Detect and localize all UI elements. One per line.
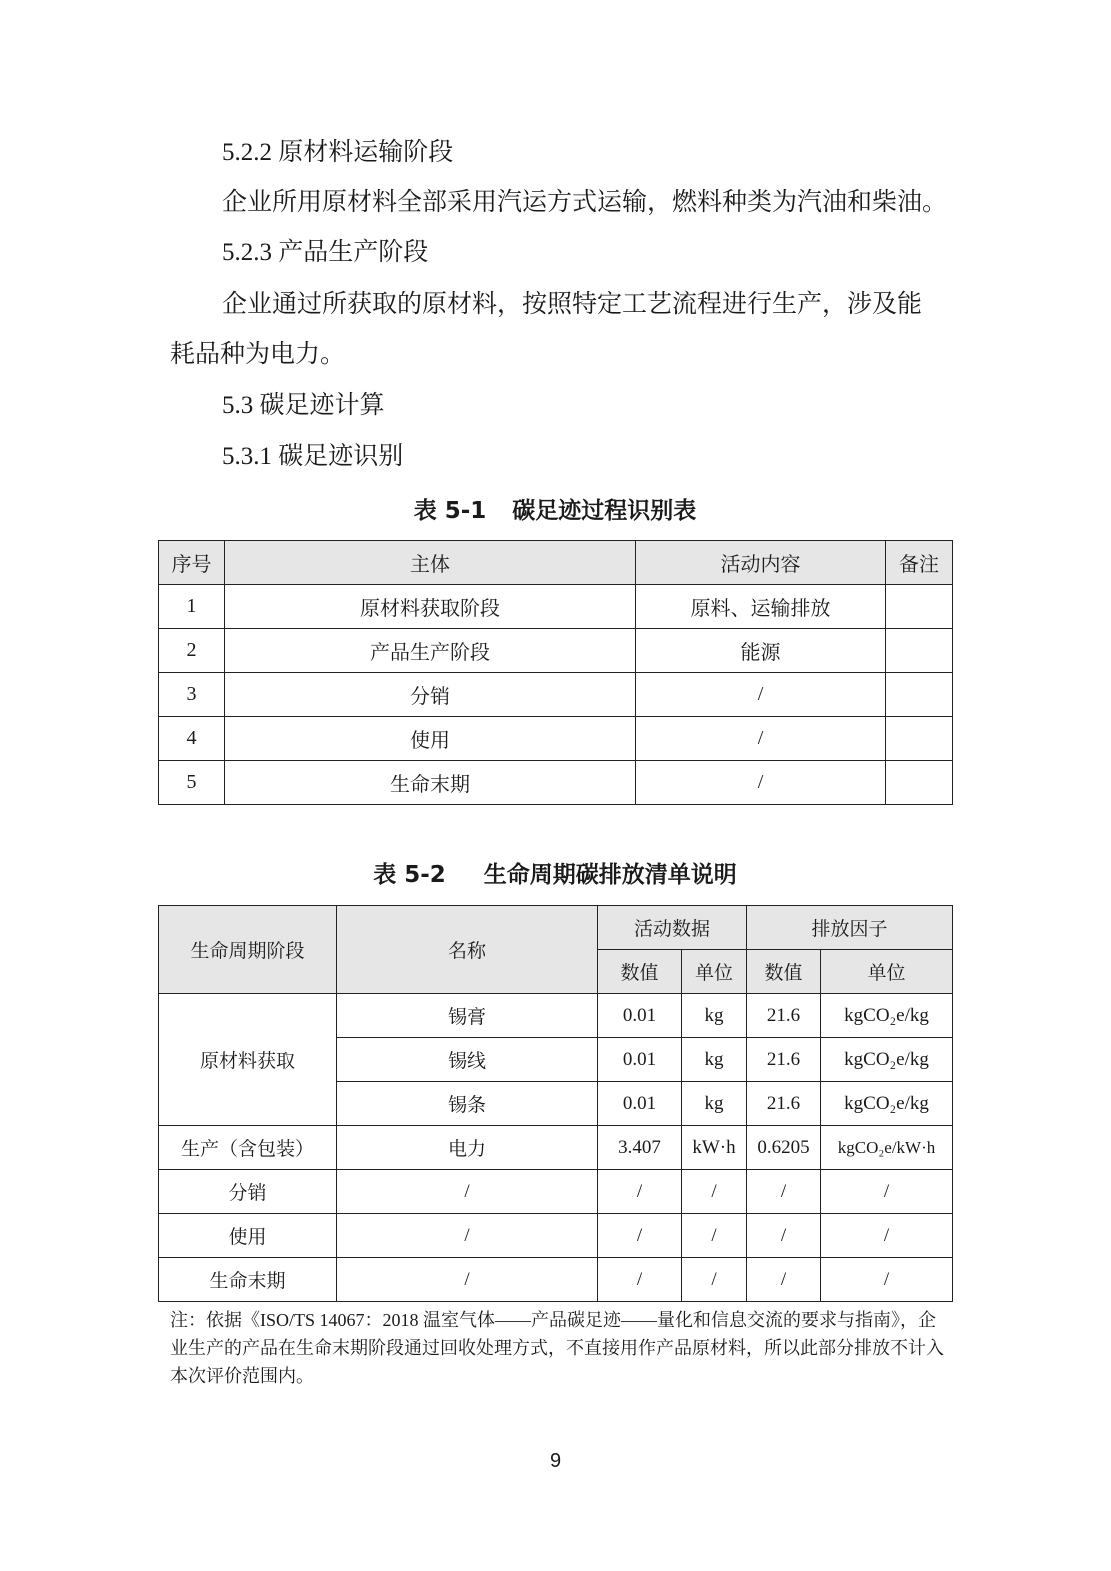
table2-header-name: 名称 [337,906,598,994]
table2-name-cell: 锡条 [337,1082,598,1126]
table2-unit-cell: kg [682,994,747,1038]
table1-header-row [159,541,953,585]
table1-cell [886,673,953,717]
table-row [159,585,953,629]
table2-factor-cell: / [747,1170,821,1214]
paragraph-production-line2: 耗品种为电力。 [170,341,346,368]
page-number: 9 [549,1450,562,1472]
table2-stage-cell: 使用 [159,1214,337,1258]
table2-factor-cell: 21.6 [747,994,821,1038]
table2-caption-title: 生命周期碳排放清单说明 [483,862,737,888]
table1-cell: 产品生产阶段 [225,629,636,673]
table2-name-cell: / [337,1214,598,1258]
lifecycle-emission-inventory-table [158,905,953,1302]
table1-cell: 能源 [636,629,886,673]
table1-cell: 生命末期 [225,761,636,805]
table2-factor-unit-cell: / [821,1170,953,1214]
table2-unit-cell: kW·h [682,1126,747,1170]
table1-cell: / [636,673,886,717]
table2-header-stage: 生命周期阶段 [159,906,337,994]
table2-stage-cell: 分销 [159,1170,337,1214]
table1-cell: 2 [159,629,225,673]
table2-header-factor: 排放因子 [747,906,953,950]
table1-cell [886,761,953,805]
table2-factor-cell: / [747,1258,821,1302]
table2-unit-cell: / [682,1258,747,1302]
table1-header-cell: 主体 [225,541,636,585]
table2-header-unit: 单位 [682,950,747,994]
heading-5-2-2: 5.2.2 原材料运输阶段 [222,139,454,166]
table-row [159,1126,953,1170]
heading-5-3-1: 5.3.1 碳足迹识别 [222,443,404,470]
table-row [159,717,953,761]
table1-caption [158,492,952,525]
table-row [159,1258,953,1302]
table2-name-cell: 电力 [337,1126,598,1170]
table1-cell [886,585,953,629]
table2-stage-cell: 生产（含包装） [159,1126,337,1170]
table2-factor-unit-cell: / [821,1214,953,1258]
table1-cell: 使用 [225,717,636,761]
table2-factor-unit-cell: kgCO₂e/kg [821,994,953,1038]
table2-header-unit: 单位 [821,950,953,994]
table2-factor-cell: 0.6205 [747,1126,821,1170]
table1-cell: 4 [159,717,225,761]
table1-caption-title: 碳足迹过程识别表 [512,498,697,524]
table1-header-cell: 序号 [159,541,225,585]
table-row [159,673,953,717]
table1-header-cell: 备注 [886,541,953,585]
table2-header-activity: 活动数据 [598,906,747,950]
paragraph-transport: 企业所用原材料全部采用汽运方式运输，燃料种类为汽油和柴油。 [222,189,948,216]
table2-value-cell: 0.01 [598,1082,682,1126]
heading-5-2-3: 5.2.3 产品生产阶段 [222,239,429,266]
table2-factor-unit-cell: kgCO₂e/kg [821,1082,953,1126]
heading-5-3: 5.3 碳足迹计算 [222,392,385,419]
table1-cell: 3 [159,673,225,717]
table2-header-value: 数值 [598,950,682,994]
table-row [159,761,953,805]
table1-cell: 1 [159,585,225,629]
table1-cell: / [636,761,886,805]
table2-header-row [159,906,953,950]
table1-header-cell: 活动内容 [636,541,886,585]
table2-factor-cell: / [747,1214,821,1258]
table2-name-cell: 锡线 [337,1038,598,1082]
table2-value-cell: 0.01 [598,1038,682,1082]
table2-factor-cell: 21.6 [747,1038,821,1082]
table2-factor-cell: 21.6 [747,1082,821,1126]
table-row [159,1214,953,1258]
table-row [159,1170,953,1214]
table2-caption [158,856,952,889]
table2-factor-unit-cell: / [821,1258,953,1302]
paragraph-production-line1: 企业通过所获取的原材料，按照特定工艺流程进行生产，涉及能 [222,291,923,318]
table2-caption-number: 表 5-2 [373,862,446,888]
table2-name-cell: / [337,1170,598,1214]
table-row [159,994,953,1038]
table2-name-cell: / [337,1258,598,1302]
table2-unit-cell: / [682,1170,747,1214]
table2-unit-cell: / [682,1214,747,1258]
table2-stage-cell: 生命末期 [159,1258,337,1302]
table-row [159,629,953,673]
table2-unit-cell: kg [682,1082,747,1126]
table2-value-cell: 3.407 [598,1126,682,1170]
table2-value-cell: 0.01 [598,994,682,1038]
table2-name-cell: 锡膏 [337,994,598,1038]
table-footnote: 注：依据《ISO/TS 14067：2018 温室气体——产品碳足迹——量化和信息交流的要求与指南》，企业生产的产品在生命末期阶段通过回收处理方式，不直接用作产品原材料，所以此部分排放不计入本次评价范围内。 [170,1310,944,1386]
table1-cell: 5 [159,761,225,805]
table1-caption-number: 表 5-1 [413,498,487,524]
table1-cell: 原料、运输排放 [636,585,886,629]
table2-stage-cell: 原材料获取 [159,994,337,1126]
table2-unit-cell: kg [682,1038,747,1082]
table1-cell: 分销 [225,673,636,717]
table2-header-value: 数值 [747,950,821,994]
table1-cell [886,629,953,673]
table1-cell [886,717,953,761]
table2-value-cell: / [598,1214,682,1258]
table2-factor-unit-cell: kgCO₂e/kW·h [821,1126,953,1170]
table1-cell: 原材料获取阶段 [225,585,636,629]
carbon-footprint-process-table [158,540,953,805]
table2-factor-unit-cell: kgCO₂e/kg [821,1038,953,1082]
table2-value-cell: / [598,1258,682,1302]
table1-cell: / [636,717,886,761]
table2-value-cell: / [598,1170,682,1214]
